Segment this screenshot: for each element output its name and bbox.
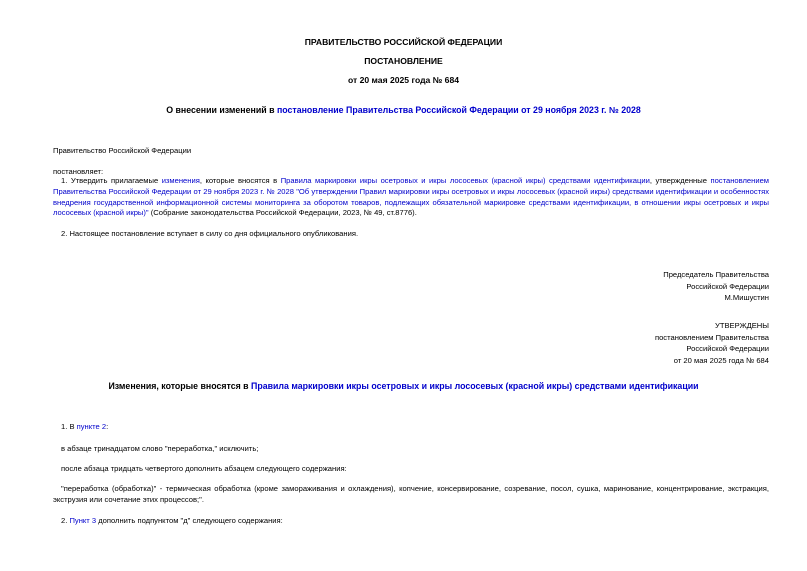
document-date-number: от 20 мая 2025 года № 684: [347, 75, 460, 85]
changes-link[interactable]: изменения: [161, 176, 200, 185]
change-subitem-1: в абзаце тринадцатом слово "переработка," исключить;: [61, 444, 259, 453]
signature-authority: Российской Федерации: [686, 281, 769, 291]
rules-link[interactable]: Правила маркировки икры осетровых и икры лососевых (красной икры) средствами идентификации: [280, 176, 650, 185]
signature-block: [663, 269, 769, 304]
change-item-2-prefix: 2.: [61, 516, 70, 525]
change-item-1-suffix: :: [106, 422, 109, 431]
changes-title: [0, 381, 807, 391]
approval-authority: Российской Федерации: [686, 344, 769, 353]
signature-name: М.Мишустин: [724, 293, 769, 302]
document-title-text: О внесении изменений в: [166, 105, 277, 115]
change-item-1: [53, 422, 108, 431]
paragraph-2: 2. Настоящее постановление вступает в силу со дня официального опубликования.: [61, 229, 359, 238]
approval-date: от 20 мая 2025 года № 684: [673, 355, 769, 365]
approval-block: [655, 320, 769, 366]
change-subitem-3: "переработка (обработка)" - термическая обработка (кроме замораживания и охлаждения), копчение, консервирование, созревание, посол, сушка, маринование, концентрирование, экстракция, экструзия или сочетание этих процессов;".: [53, 484, 769, 504]
document-title: [0, 105, 807, 115]
document-type: ПОСТАНОВЛЕНИЕ: [364, 56, 443, 66]
issuer-heading: ПРАВИТЕЛЬСТВО РОССИЙСКОЙ ФЕДЕРАЦИИ: [304, 37, 503, 47]
change-item-2: [53, 516, 283, 525]
p1-text-2: , которые вносятся в: [199, 176, 281, 185]
decree-2028-link[interactable]: постановлением Правительства Российской Федерации от 29 ноября 2023 г. № 2028 "Об утверждении Правил маркировки икры осетровых и икры лососевых (красной икры) средствами идентификации и особенностях внедрения государственной информационной системы мониторинга за оборотом товаров, подлежащих обязательной маркировке средствами идентификации, в отношении икры осетровых и икры лососевых (красной икры)": [53, 176, 770, 218]
change-item-2-suffix: дополнить подпунктом "д" следующего содержания:: [96, 516, 283, 525]
change-subitem-2: после абзаца тридцать четвертого дополнить абзацем следующего содержания:: [61, 464, 347, 473]
p1-text-1: 1. Утвердить прилагаемые: [61, 176, 162, 185]
paragraph-1: [53, 176, 769, 219]
p1-text-3: , утвержденные: [649, 176, 711, 185]
signature-position: Председатель Правительства: [663, 270, 769, 279]
point-2-link[interactable]: пункте 2: [76, 422, 107, 431]
p1-text-4: (Собрание законодательства Российской Федерации, 2023, № 49, ст.8776).: [148, 208, 417, 218]
amended-decree-link[interactable]: постановление Правительства Российской Федерации от 29 ноября 2023 г. № 2028: [276, 105, 641, 115]
changes-rules-link[interactable]: Правила маркировки икры осетровых и икры лососевых (красной икры) средствами идентификации: [251, 381, 699, 391]
decrees-line: постановляет:: [53, 167, 104, 176]
change-item-1-prefix: 1. В: [61, 422, 77, 431]
point-3-link[interactable]: Пункт 3: [69, 516, 97, 525]
approval-heading: УТВЕРЖДЕНЫ: [715, 321, 769, 330]
government-line: Правительство Российской Федерации: [53, 146, 192, 155]
changes-title-text: Изменения, которые вносятся в: [108, 381, 252, 391]
approval-by: постановлением Правительства: [654, 332, 769, 342]
